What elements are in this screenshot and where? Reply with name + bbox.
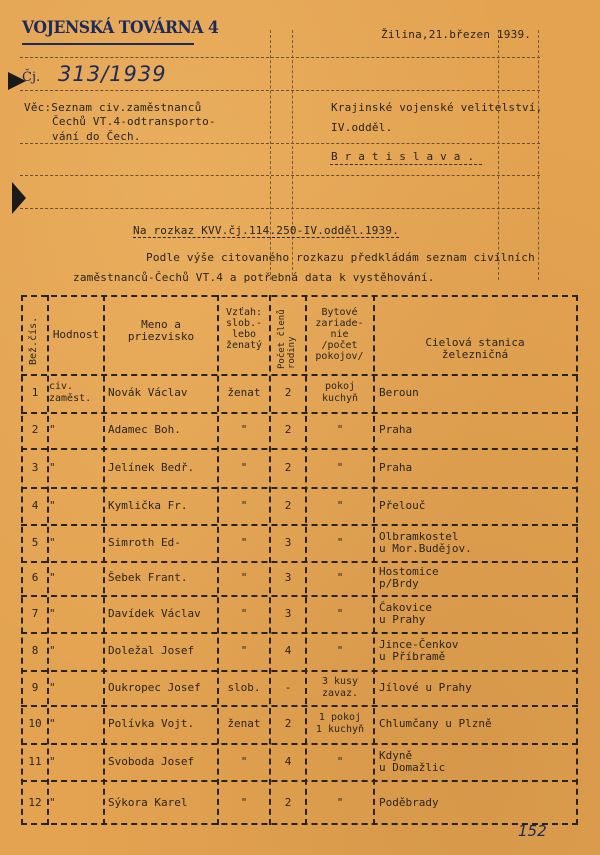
cell-station: Poděbrady [379, 795, 439, 809]
cell-rank: " [49, 498, 56, 512]
cell-station: Praha [379, 423, 413, 436]
cell-rank: " [49, 571, 56, 584]
header-status: Vzťah: slob.- lebo ženatý [225, 307, 263, 351]
cell-name: Svoboda Josef [108, 754, 195, 768]
guide-line [498, 30, 499, 280]
header-name: Meno a priezvisko [127, 318, 195, 343]
table-rule [21, 780, 578, 782]
stamp-underline [22, 43, 194, 45]
cell-name: Sýkora Karel [108, 795, 188, 809]
cell-housing: " [336, 795, 344, 809]
cell-family: 4 [284, 754, 292, 768]
header-no: Bež.čís. [28, 316, 39, 365]
body-line-2: zaměstnanců-Čechů VT.4 a potřebná data k vystěhování. [73, 271, 435, 284]
cell-status: " [240, 498, 248, 512]
cell-family: 2 [284, 386, 292, 399]
cell-family: 2 [284, 795, 292, 809]
cell-status: " [240, 606, 248, 620]
cell-station: Chlumčany u Plzně [379, 717, 492, 730]
cell-housing: " [336, 606, 344, 620]
cell-housing: " [336, 423, 344, 436]
subject-line-2: Čechů VT.4-odtransporto- [52, 115, 216, 128]
guide-line [20, 143, 540, 144]
subject-line-1: Věc:Seznam civ.zaměstnanců [24, 101, 202, 114]
cell-station: Hostomice p/Brdy [379, 565, 439, 590]
cell-name: Jelínek Bedř. [108, 460, 195, 474]
cell-family: 2 [284, 460, 292, 474]
cell-no: 8 [31, 644, 39, 657]
cell-rank: " [49, 535, 56, 549]
cell-status: " [240, 460, 248, 474]
cell-rank: " [49, 644, 56, 657]
cell-family: 3 [284, 571, 292, 584]
guide-line [20, 90, 540, 91]
cell-rank: " [49, 795, 56, 809]
cell-no: 10 [28, 717, 42, 730]
cell-station: Praha [379, 460, 413, 474]
cell-station: Jílové u Prahy [379, 680, 472, 694]
table-rule [21, 595, 578, 597]
cell-name: Kymlička Fr. [108, 498, 188, 512]
cell-no: 5 [31, 535, 39, 549]
table-rule [21, 524, 578, 526]
body-line-1: Podle výše citovaného rozkazu předkládám seznam civilních [146, 251, 535, 264]
header-rank: Hodnost [52, 328, 100, 341]
guide-line [20, 57, 540, 58]
cell-name: Polívka Vojt. [108, 717, 195, 730]
cell-name: Oukropec Josef [108, 680, 201, 694]
cell-housing: 1 pokoj 1 kuchyň [315, 712, 365, 735]
cell-status: " [240, 795, 248, 809]
cell-name: Šebek Frant. [108, 571, 188, 584]
cell-station: Kdyně u Domažlic [379, 748, 446, 774]
cell-name: Simroth Ed- [108, 535, 181, 549]
header-family: Počet členů rodiny [277, 309, 297, 369]
cell-no: 9 [31, 680, 39, 694]
guide-line [292, 30, 293, 280]
cell-no: 12 [28, 795, 42, 809]
cell-status: " [240, 535, 248, 549]
cell-name: Adamec Boh. [108, 423, 181, 436]
table-rule [21, 705, 578, 707]
cell-rank: civ. zaměst. [49, 381, 92, 404]
cell-no: 6 [31, 571, 39, 584]
header-station: Cielová stanica železničná [425, 336, 525, 361]
cell-station: Jince-Čenkov u Příbramě [379, 638, 459, 663]
cell-family: 3 [284, 606, 292, 620]
guide-line [538, 30, 539, 280]
table-rule [21, 487, 578, 489]
cell-status: ženat [227, 386, 261, 399]
cell-family: 2 [284, 717, 292, 730]
recipient-line-2: IV.odděl. [331, 121, 393, 134]
guide-line [20, 175, 540, 176]
ref-label: Čj. [22, 70, 41, 85]
cell-rank: " [49, 423, 56, 436]
cell-status: " [240, 644, 248, 657]
cell-rank: " [49, 606, 56, 620]
cell-status: " [240, 571, 248, 584]
table-rule [21, 412, 578, 414]
cell-no: 1 [31, 386, 39, 399]
cell-status: slob. [227, 680, 261, 694]
cell-housing: " [336, 498, 344, 512]
table-rule [21, 374, 578, 376]
cell-housing: " [336, 460, 344, 474]
cell-name: Novák Václav [108, 386, 188, 399]
cell-rank: " [49, 754, 56, 768]
cell-rank: " [49, 460, 56, 474]
cell-rank: " [49, 680, 56, 694]
cell-station: Přelouč [379, 498, 426, 512]
ref-number: 313/1939 [58, 62, 167, 86]
org-stamp: VOJENSKÁ TOVÁRNA 4 [22, 18, 219, 38]
cell-station: Beroun [379, 386, 419, 399]
table-rule [21, 561, 578, 563]
punch-mark [12, 182, 26, 214]
header-housing: Bytové zariade- nie /počet pokojov/ [315, 307, 364, 362]
table-rule [21, 448, 578, 450]
cell-no: 7 [31, 606, 39, 620]
cell-rank: " [49, 717, 56, 730]
cell-no: 11 [28, 754, 42, 768]
guide-line [20, 208, 540, 209]
cell-housing: " [336, 644, 344, 657]
cell-no: 2 [31, 423, 39, 436]
recipient-city: B r a t i s l a v a . [331, 150, 475, 163]
cell-housing: pokoj kuchyň [321, 381, 359, 404]
cell-family: 3 [284, 535, 292, 549]
cell-status: " [240, 754, 248, 768]
recipient-line-1: Krajinské vojenské velitelství, [331, 101, 543, 114]
guide-line [270, 30, 271, 280]
cell-housing: " [336, 535, 344, 549]
cell-no: 4 [31, 498, 39, 512]
cell-station: Čakovice u Prahy [379, 600, 432, 626]
cell-family: - [284, 680, 292, 694]
cell-housing: " [336, 571, 344, 584]
cell-family: 2 [284, 423, 292, 436]
employee-table [21, 295, 578, 825]
cell-family: 2 [284, 498, 292, 512]
cell-housing: 3 kusy zavaz. [321, 675, 359, 699]
cell-housing: " [336, 754, 344, 768]
cell-family: 4 [284, 644, 292, 657]
subject-line-3: vání do Čech. [52, 130, 141, 143]
table-rule [21, 632, 578, 634]
table-rule [21, 670, 578, 672]
cell-name: Doležal Josef [108, 644, 195, 657]
table-rule [21, 743, 578, 745]
city-underline [330, 164, 482, 165]
cell-status: " [240, 423, 248, 436]
page-mark: 152 [518, 822, 547, 840]
cell-name: Davídek Václav [108, 606, 201, 620]
cell-no: 3 [31, 460, 39, 474]
order-reference: Na rozkaz KVV.čj.114.250-IV.odděl.1939. [133, 224, 400, 237]
cell-station: Olbramkostel u Mor.Budějov. [379, 529, 472, 555]
cell-status: ženat [227, 717, 261, 730]
place-date: Žilina,21.březen 1939. [381, 28, 532, 41]
